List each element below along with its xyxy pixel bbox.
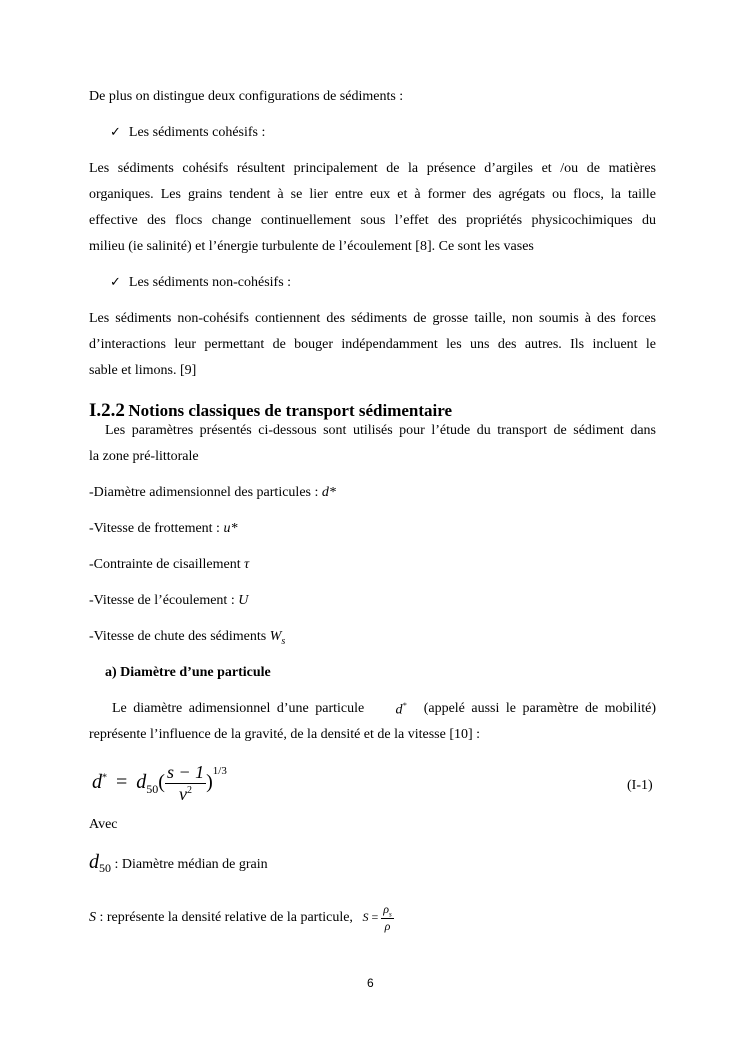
para-noncohesive-l1: Les sédiments non-cohésifs contiennent des sédiments de grosse taille, non soumis à des forces [89,311,656,326]
param-item: -Diamètre adimensionnel des particules : d* [89,485,336,500]
section-number: I.2.2 [89,400,125,421]
equation-I-1: $d^* = d_{50}$( $\frac{s - 1}{\nu^2}$ )$^{1/3}$ [92,762,227,804]
para-cohesive-l2: organiques. Les grains tendent à se lier entre eux et à former des agrégats ou flocs, la taille [89,187,656,202]
subsection-heading: a) Diamètre d’une particule [105,665,271,680]
s-formula: S = $\frac{\rho_s}{\rho}$ [362,902,392,934]
para-noncohesive-l2: d’interactions leur permettant de bouger indépendamment les uns des autres. Ils incluent le [89,337,656,352]
param-item: -Vitesse de frottement : u* [89,521,238,536]
avec-label: Avec [89,817,118,832]
eq-d50: d [136,771,147,794]
eq-lhs: d [92,771,102,794]
para-cohesive-l1: Les sédiments cohésifs résultent principalement de la présence d’argiles et /ou de matières [89,161,656,176]
param-item: -Contrainte de cisaillement τ [89,557,250,572]
bullet-cohesive-label: Les sédiments cohésifs : [128,125,266,140]
para-cohesive-l3: effective des flocs change continuellement sous l’effet des propriétés physicochimiques du [89,213,656,228]
para-diameter-l2: représente l’influence de la gravité, de la densité et de la vitesse [10] : [89,727,481,742]
para-diameter-l1b: (appelé aussi le paramètre de mobilité) [423,701,656,716]
bullet-cohesive [110,125,265,141]
section-heading [89,400,452,422]
para-diameter-l1 [112,701,656,719]
section-title: Notions classiques de transport sédimentaire [128,401,453,420]
para-noncohesive-l3: sable et limons. [9] [89,363,197,378]
page-number: 6 [367,976,374,990]
eq-fraction: $\frac{s - 1}{\nu^2}$ [166,762,205,804]
para-diameter-l1a: Le diamètre adimensionnel d’une particule [112,701,365,716]
checkmark-icon: ✓ [110,275,121,290]
bullet-noncohesive [110,275,291,291]
checkmark-icon: ✓ [110,125,121,140]
para-params-l1: Les paramètres présentés ci-dessous sont utilisés pour l’étude du transport de sédiment dans [105,423,656,438]
s-definition: S : représente la densité relative de la particule, S = $\frac{\rho_s}{\rho}$ [89,902,392,934]
bullet-noncohesive-label: Les sédiments non-cohésifs : [128,275,292,290]
d50-definition: $d_{50}$ : Diamètre médian de grain [89,851,268,875]
para-cohesive-l4: milieu (ie salinité) et l’énergie turbulente de l’écoulement [8]. Ce sont les vases [89,239,534,254]
para-params-l2: la zone pré-littorale [89,449,199,464]
intro-text: De plus on distingue deux configurations de sédiments : [89,89,404,104]
param-item: -Vitesse de chute des sédiments $W_s$ [89,629,286,647]
param-item: -Vitesse de l’écoulement : U [89,593,249,608]
para-diameter-l1-symbol: d* [395,701,407,718]
equation-tag: (I-1) [627,778,653,793]
